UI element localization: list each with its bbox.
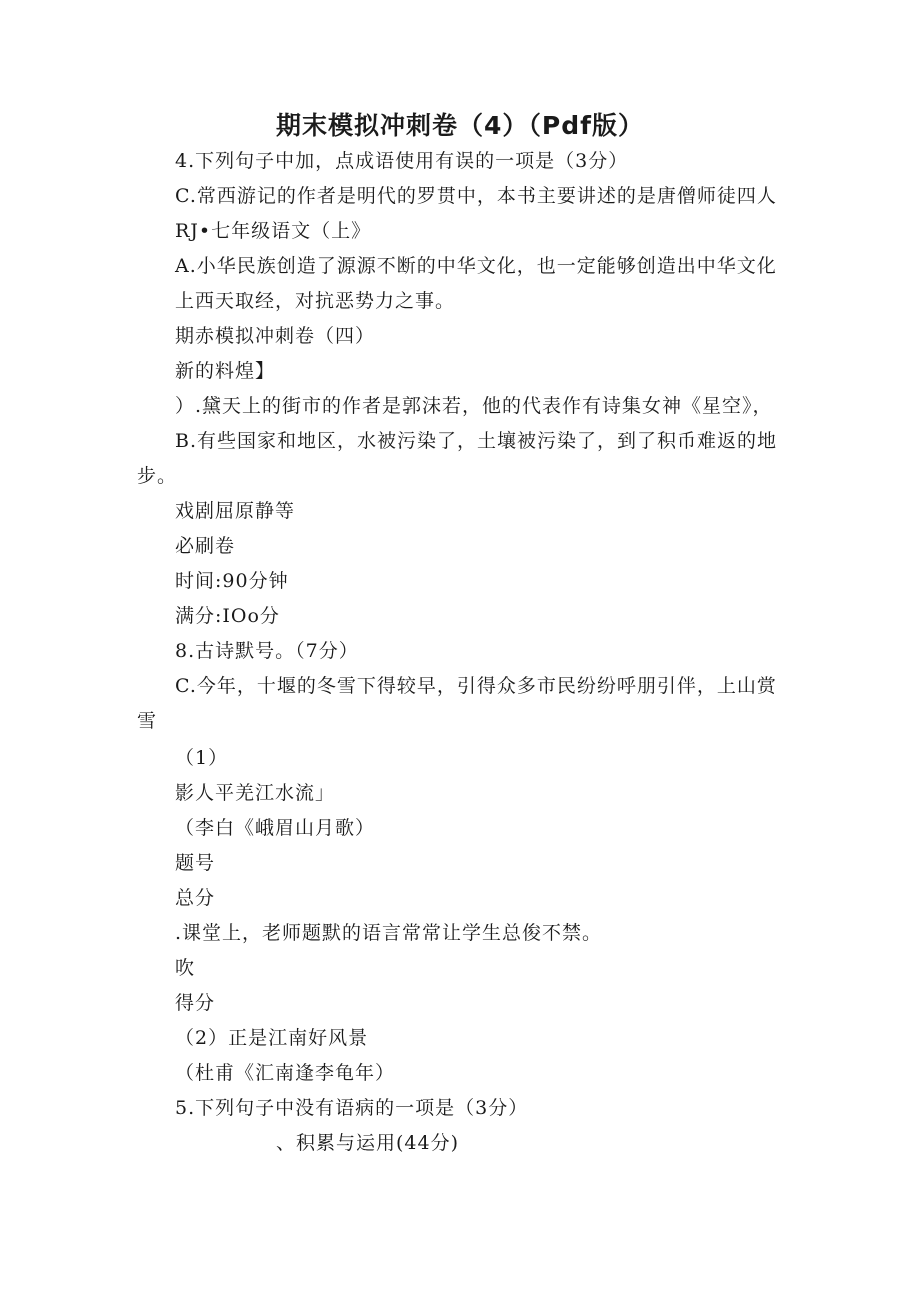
- text-line: 得分: [175, 992, 216, 1014]
- text-line: （1）: [175, 747, 229, 769]
- text-line: 上西天取经，对抗恶势力之事。: [175, 290, 456, 312]
- text-line: C.今年，十堰的冬雪下得较早，引得众多市民纷纷呼朋引伴，上山赏: [175, 675, 777, 697]
- text-line: 戏剧屈原静等: [175, 500, 296, 522]
- text-line: 5.下列句子中没有语病的一项是（3分）: [175, 1097, 529, 1119]
- page-title: 期末模拟冲刺卷（4）（Pdf版）: [276, 111, 644, 140]
- text-line: B.有些国家和地区，水被污染了，土壤被污染了，到了积币难返的地: [175, 430, 778, 452]
- text-line: 必刷卷: [175, 535, 236, 557]
- text-line: 步。: [137, 465, 178, 487]
- text-line: 4.下列句子中加，点成语使用有误的一项是（3分）: [175, 150, 629, 172]
- text-line: 时间:90分钟: [175, 570, 289, 592]
- text-line: 吹: [175, 957, 196, 979]
- text-line: 题号: [175, 852, 216, 874]
- text-line: 期赤模拟冲刺卷（四）: [175, 325, 376, 347]
- text-line: （李白《峨眉山月歌）: [175, 817, 376, 839]
- text-line: .课堂上，老师题默的语言常常让学生总俊不禁。: [175, 922, 603, 944]
- text-line: 满分:IOo分: [175, 605, 280, 627]
- text-line: 8.古诗默号。（7分）: [175, 640, 359, 662]
- text-line: 雪: [137, 710, 158, 732]
- section-heading: 、积累与运用(44分): [276, 1132, 460, 1154]
- text-line: ）.黛天上的街市的作者是郭沫若，他的代表作有诗集女神《星空》，: [175, 395, 773, 417]
- text-line: RJ•七年级语文（上》: [175, 220, 372, 242]
- text-line: 新的料煌】: [175, 360, 276, 382]
- text-line: 影人平羌江水流」: [175, 782, 336, 804]
- text-line: （杜甫《汇南逢李龟年）: [175, 1062, 396, 1084]
- text-line: （2）正是江南好风景: [175, 1027, 369, 1049]
- text-line: 总分: [175, 887, 216, 909]
- text-line: C.常西游记的作者是明代的罗贯中，本书主要讲述的是唐僧师徒四人: [175, 185, 777, 207]
- text-line: A.小华民族创造了源源不断的中华文化，也一定能够创造出中华文化: [175, 255, 777, 277]
